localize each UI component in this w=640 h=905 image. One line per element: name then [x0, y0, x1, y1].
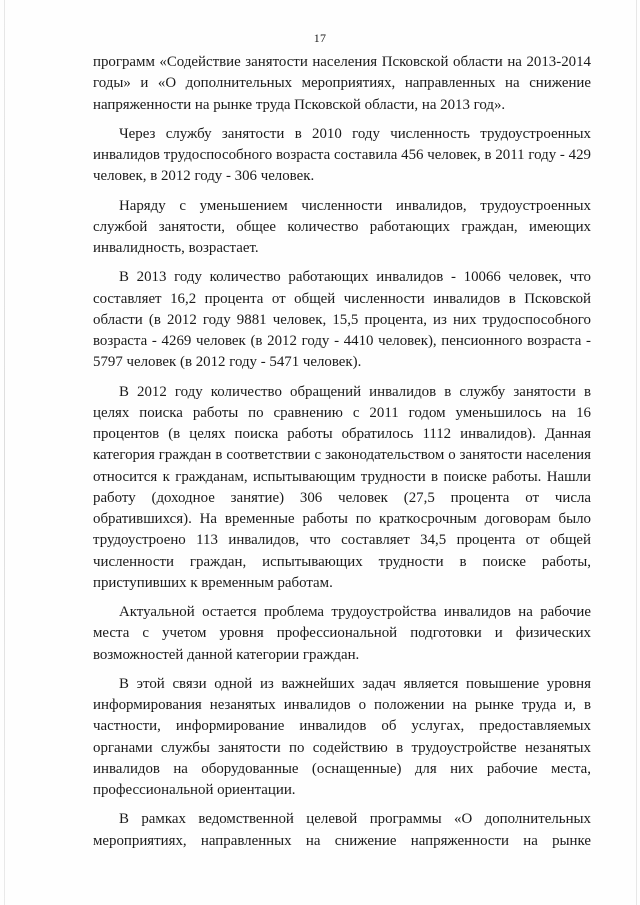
paragraph-informing-task: В этой связи одной из важнейших задач является повышение уровня информирования незанятых инвалидов о положении на рынке труда и, в частности, информирование инвалидов об услугах, предоставляемых органами службы занятости по содействию в трудоустройстве незанятых инвалидов на оборудованные (оснащенные) для них рабочие места, профессиональной ориентации.	[93, 675, 591, 798]
paragraph-program-continuation: программ «Содействие занятости населения Псковской области на 2013-2014 годы» и «О дополнительных мероприятиях, направленных на снижение напряженности на рынке труда Псковской области, на 2013 год».	[93, 54, 591, 113]
paragraph-2012-applications: В 2012 году количество обращений инвалидов в службу занятости в целях поиска работы по сравнению с 2011 годом уменьшилось на 16 процентов (в целях поиска работы обратилось 1112 инвалидов). Данная категория граждан в соответствии с законодательством о занятости населения относится к гражданам, испытывающим трудности в поиске работы. Нашли работу (доходное занятие) 306 человек (27,5 процента от числа обратившихся). На временные работы по краткосрочным договорам было трудоустроено 113 инвалидов, что составляет 34,5 процента от общей численности граждан, испытывающих трудности в поиске работы, приступивших к временным работам.	[93, 383, 591, 591]
paragraph-2013-working-disabled: В 2013 году количество работающих инвалидов - 10066 человек, что составляет 16,2 процента от общей численности инвалидов в Псковской области (в 2012 году 9881 человек, 15,5 процента, из них трудоспособного возраста - 4269 человек (в 2012 году - 4410 человек), пенсионного возраста - 5797 человек (в 2012 году - 5471 человек).	[93, 269, 591, 371]
document-body	[93, 52, 591, 860]
scan-edge-left	[4, 0, 5, 905]
page-number: 17	[313, 31, 327, 45]
paragraph-departmental-program: В рамках ведомственной целевой программы «О дополнительных мероприятиях, направленных на снижение напряженности на рынке	[93, 811, 591, 849]
paragraph-employment-service-stats: Через службу занятости в 2010 году численность трудоустроенных инвалидов трудоспособного возраста составила 456 человек, в 2011 году - 429 человек, в 2012 году - 306 человек.	[93, 125, 591, 185]
paragraph-actual-problem: Актуальной остается проблема трудоустройства инвалидов на рабочие места с учетом уровня профессиональной подготовки и физических возможностей данной категории граждан.	[93, 604, 591, 663]
paragraph-working-disabled-growth: Наряду с уменьшением численности инвалидов, трудоустроенных службой занятости, общее количество работающих граждан, имеющих инвалидность, возрастает.	[93, 197, 591, 256]
scan-edge-right	[636, 0, 637, 905]
